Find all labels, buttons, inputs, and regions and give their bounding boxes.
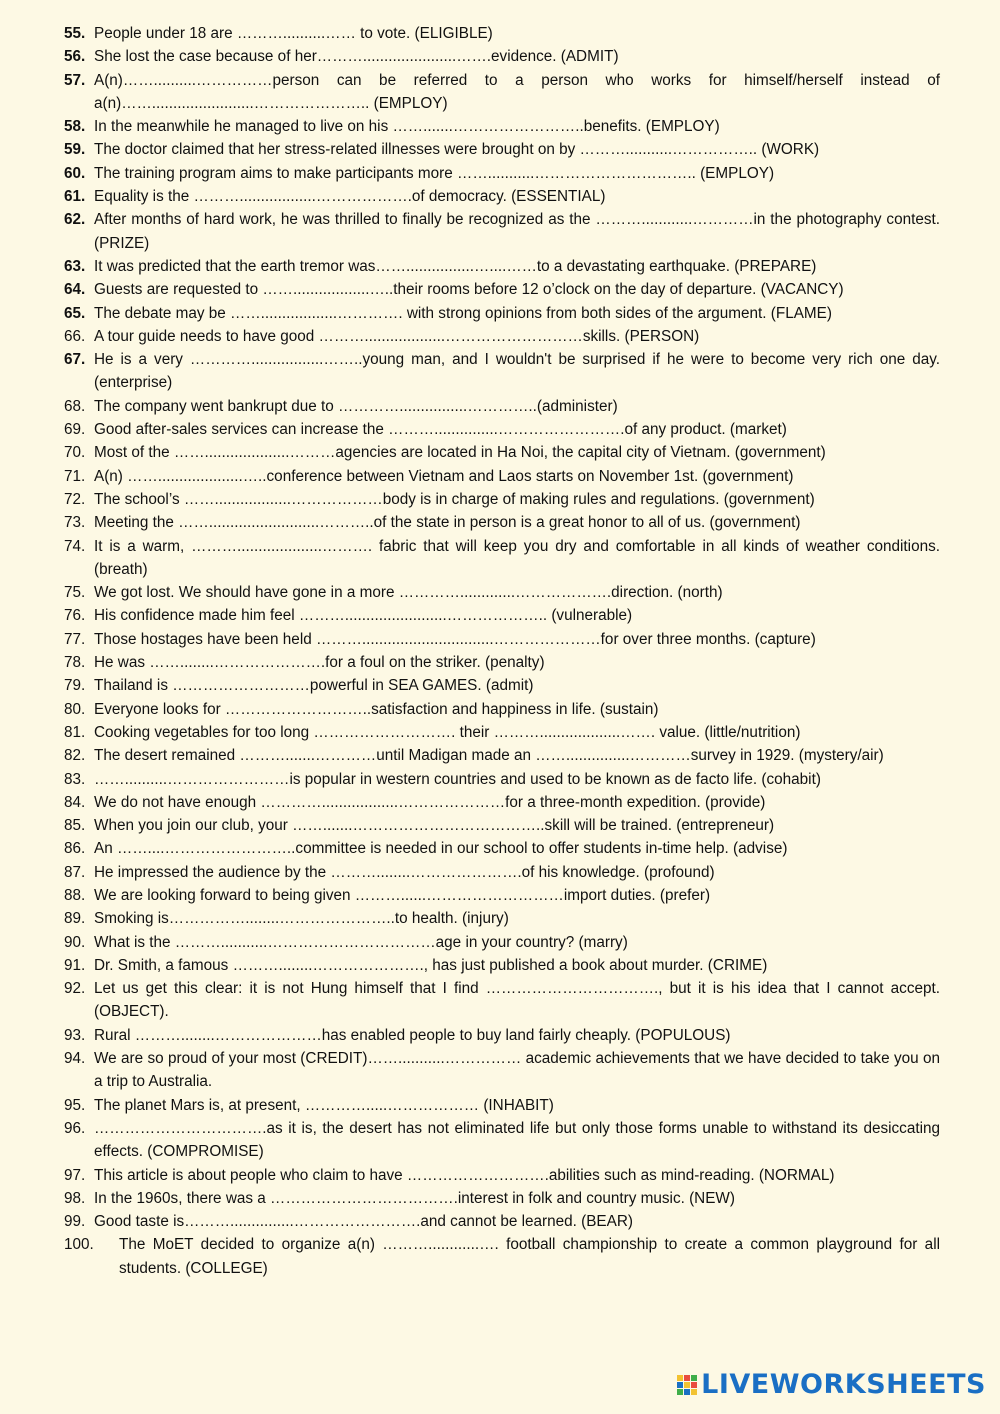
question-text: In the meanwhile he managed to live on his …….......……………………..benefits. (EMPLOY) [94,118,720,136]
question-item [64,1233,940,1280]
question-item [64,302,940,325]
question-item [64,138,940,161]
question-item [64,69,940,116]
question-number: 96. [64,1119,86,1137]
question-text: His confidence made him feel ………........................……………….. (vulnerable) [94,607,633,625]
question-item [64,1187,940,1210]
question-text: Equality is the ………..................……………….of democracy. (ESSENTIAL) [94,188,606,206]
question-number: 95. [64,1096,86,1114]
question-number: 100. [64,1236,94,1254]
question-number: 61. [64,188,86,206]
question-item [64,861,940,884]
question-number: 57. [64,71,86,89]
question-item [64,581,940,604]
question-text: It was predicted that the earth tremor was……................…....……to a devastating earthquake. (PREPARE) [94,257,817,275]
question-item [64,721,940,744]
question-text: After months of hard work, he was thrilled to finally be recognized as the ………............…………in the photography contest. (PRIZE) [94,211,940,252]
question-number: 56. [64,48,86,66]
question-text: In the 1960s, there was a ……………………………….interest in folk and country music. (NEW) [94,1189,735,1207]
question-number: 92. [64,980,86,998]
question-number: 75. [64,584,86,602]
question-number: 89. [64,910,86,928]
question-item [64,115,940,138]
question-item [64,1164,940,1187]
question-text: Thailand is ………………………powerful in SEA GAMES. (admit) [94,677,534,695]
question-text: We do not have enough …………..................…………………for a three-month expedition. (provide) [94,793,766,811]
question-number: 58. [64,118,86,136]
question-item [64,348,940,395]
question-number: 64. [64,281,86,299]
question-item [64,511,940,534]
question-text: The doctor claimed that her stress-related illnesses were brought on by ………...........…………….. (WORK) [94,141,820,159]
question-item [64,535,940,582]
question-text: Guests are requested to ……..................…..their rooms before 12 o’clock on the day of departure. (VACANCY) [94,281,844,299]
question-text: We got lost. We should have gone in a more ………….............……………….direction. (north) [94,584,723,602]
question-text: A(n) ……....................…..conference between Vietnam and Laos starts on November 1st. (government) [94,467,794,485]
question-item [64,1210,940,1233]
question-number: 60. [64,164,86,182]
question-text: This article is about people who claim to have ……………………….abilities such as mind-reading. (NORMAL) [94,1166,835,1184]
question-number: 99. [64,1213,86,1231]
question-text: Let us get this clear: it is not Hung himself that I find ……………………………., but it is his idea that I cannot accept. (OBJECT). [94,980,940,1021]
question-item [64,441,940,464]
question-number: 68. [64,397,86,415]
question-item [64,162,940,185]
liveworksheets-brand [677,1369,986,1400]
question-number: 70. [64,444,86,462]
question-item [64,931,940,954]
question-text: He was ……........………………….for a foul on the striker. (penalty) [94,654,545,672]
question-item [64,651,940,674]
question-number: 87. [64,863,86,881]
question-item [64,814,940,837]
question-text: The training program aims to make participants more ……...........………………………….. (EMPLOY) [94,164,775,182]
question-text: People under 18 are ………..........…… to vote. (ELIGIBLE) [94,25,493,42]
question-number: 77. [64,630,86,648]
question-text: Good taste is………...............…………………….and cannot be learned. (BEAR) [94,1213,633,1231]
question-text: The school’s ……..................………………body is in charge of making rules and regulations. (government) [94,490,815,508]
question-text: A(n)……..........……………person can be referred to a person who works for himself/herself instead of a(n)……........................………………….. (EMPLOY) [94,71,940,112]
question-text: Those hostages have been held ………...............................…………………for over three months. (capture) [94,630,816,648]
question-item [64,604,940,627]
question-text: What is the ………...........……………………………age in your country? (marry) [94,933,628,951]
question-number: 84. [64,793,86,811]
question-text: Meeting the ……..........................………..of the state in person is a great honor to all of us. (government) [94,514,801,532]
question-item [64,465,940,488]
question-text: Good after-sales services can increase the ………...............…………………….of any product. (market) [94,421,787,439]
question-item [64,185,940,208]
question-text: The desert remained ……….......…………until Madigan made an ……...............…………survey in 1929. (mystery/air) [94,747,884,765]
question-number: 94. [64,1050,86,1068]
question-text: Smoking is……………........…………………..to health. (injury) [94,910,509,928]
question-text: He impressed the audience by the ………........………………….of his knowledge. (profound) [94,863,715,881]
question-item [64,208,940,255]
question-item [64,907,940,930]
question-item [64,395,940,418]
question-text: It is a warm, ………....................………. fabric that will keep you dry and comfortable in all kinds of weather conditions. (breath) [94,537,940,578]
question-item [64,1024,940,1047]
question-item [64,488,940,511]
liveworksheets-logo-icon [677,1375,697,1395]
question-number: 93. [64,1026,86,1044]
brand-wordmark: LIVEWORKSHEETS [701,1369,986,1400]
question-number: 71. [64,467,86,485]
question-number: 59. [64,141,86,159]
question-text: The MoET decided to organize a(n) ………............…. football championship to create a common playground for all students. (COLLEGE) [119,1236,940,1277]
question-item [64,768,940,791]
question-item [64,698,940,721]
question-text: …………………………….as it is, the desert has not eliminated life but only those forms unable to withstand its desiccating effects. (COMPROMISE) [94,1119,940,1161]
question-text: A tour guide needs to have good ………...................………………………skills. (PERSON) [94,327,700,345]
question-text: The planet Mars is, at present, ………….....……………… (INHABIT) [94,1096,554,1114]
question-item [64,45,940,68]
question-number: 79. [64,677,86,695]
question-number: 72. [64,490,86,508]
question-number: 63. [64,257,86,275]
question-text: The company went bankrupt due to …………................…………..(administer) [94,397,618,415]
question-number: 62. [64,211,86,229]
question-item [64,628,940,651]
question-text: ……..........……………………is popular in western countries and used to be known as de facto life. (cohabit) [94,770,821,788]
question-number: 88. [64,886,86,904]
question-number: 90. [64,933,86,951]
question-number: 66. [64,327,86,345]
question-text: Most of the ……....................………agencies are located in Ha Noi, the capital city of Vietnam. (government) [94,444,826,462]
question-number: 83. [64,770,86,788]
question-number: 80. [64,700,86,718]
question-item [64,1117,940,1164]
question-number: 82. [64,747,86,765]
question-number: 98. [64,1189,86,1207]
question-text: Dr. Smith, a famous ………........…………………., has just published a book about murder. (CRIME) [94,956,768,974]
worksheet [64,22,940,1280]
question-number: 65. [64,304,86,322]
question-item [64,1047,940,1094]
question-item [64,1094,940,1117]
question-item [64,954,940,977]
question-item [64,325,940,348]
question-item [64,278,940,301]
question-text: When you join our club, your …….......………………………………..skill will be trained. (entrepreneur) [94,817,775,835]
question-item [64,255,940,278]
question-number: 55. [64,25,86,42]
question-text: Rural ………........…………………has enabled people to buy land fairly cheaply. (POPULOUS) [94,1026,731,1044]
question-number: 76. [64,607,86,625]
question-item [64,837,940,860]
question-item [64,22,940,45]
question-number: 97. [64,1166,86,1184]
question-item [64,744,940,767]
question-item [64,674,940,697]
question-text: She lost the case because of her………......................…….evidence. (ADMIT) [94,48,619,66]
question-item [64,977,940,1024]
question-number: 91. [64,956,86,974]
question-number: 85. [64,817,86,835]
question-number: 78. [64,654,86,672]
question-number: 74. [64,537,86,555]
question-item [64,791,940,814]
question-text: The debate may be ……..................…………. with strong opinions from both sides of the argument. (FLAME) [94,304,832,322]
question-number: 67. [64,351,86,369]
question-text: An ……....……………………..committee is needed in our school to offer students in-time help. (advise) [94,840,788,858]
question-item [64,418,940,441]
question-text: Cooking vegetables for too long ………………………. their ………...................……. value. (little/nutrition) [94,723,801,741]
question-item [64,884,940,907]
question-number: 73. [64,514,86,532]
question-text: Everyone looks for ………………………..satisfaction and happiness in life. (sustain) [94,700,659,718]
question-number: 69. [64,421,86,439]
question-text: We are looking forward to being given ………......………………………import duties. (prefer) [94,886,711,904]
question-number: 86. [64,840,86,858]
question-number: 81. [64,723,86,741]
question-text: We are so proud of your most (CREDIT)……...........…………… academic achievements that we have decided to take you on a trip to Australia. [94,1050,940,1091]
question-text: He is a very ………….................……..young man, and I wouldn't be surprised if he were to become very rich one day. (enterprise) [94,351,940,392]
